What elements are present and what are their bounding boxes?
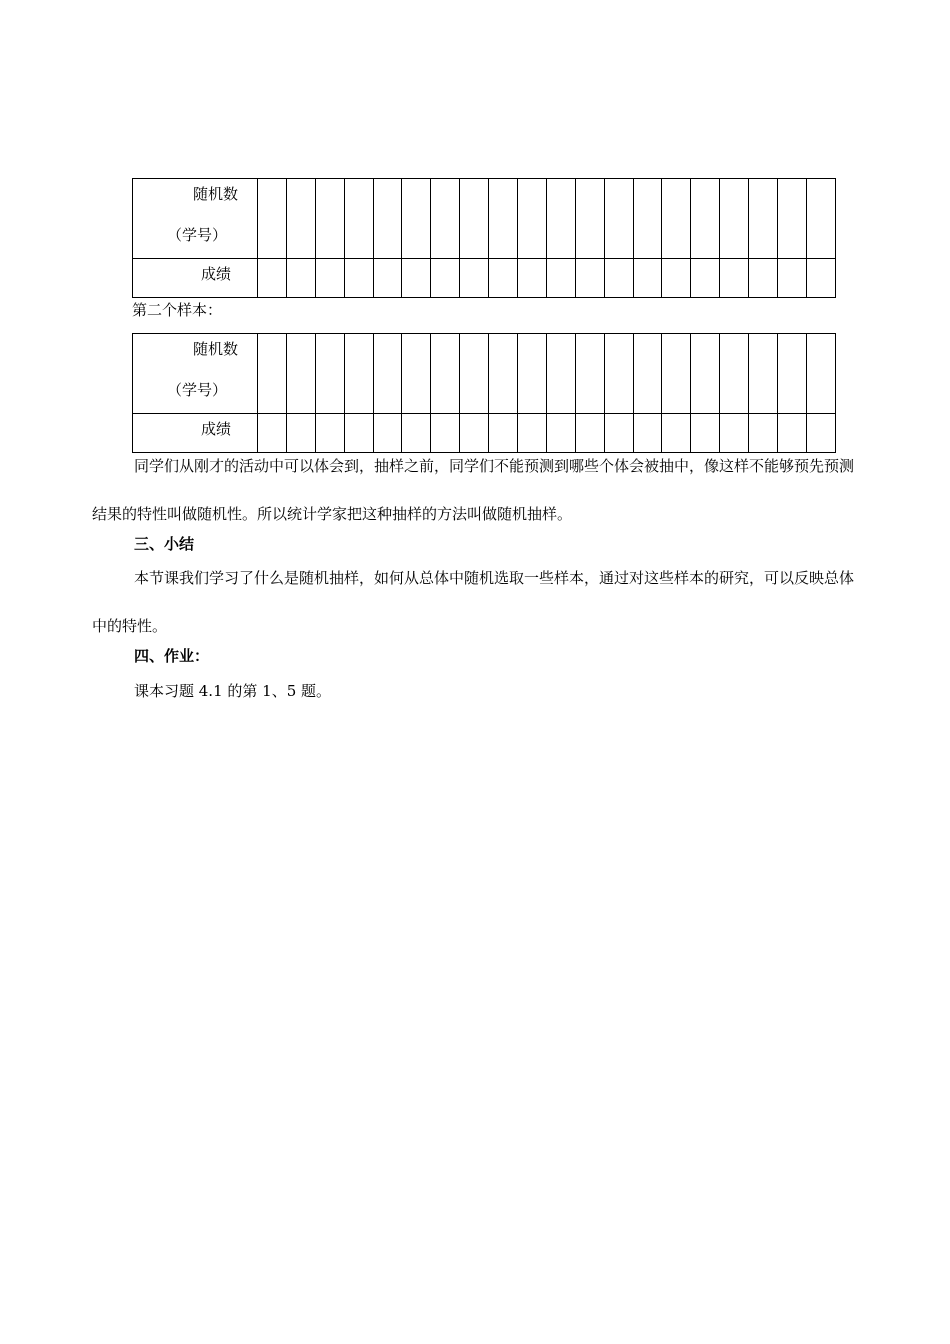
score-entry-cell bbox=[778, 259, 807, 298]
sample-table-2 bbox=[132, 333, 836, 453]
score-entry-cell bbox=[806, 259, 835, 298]
random-number-entry-cell bbox=[431, 179, 460, 259]
random-number-entry-cell bbox=[286, 179, 315, 259]
score-entry-cell bbox=[633, 259, 662, 298]
random-number-entry-cell bbox=[286, 334, 315, 414]
random-number-entry-cell bbox=[749, 179, 778, 259]
random-number-entry-cell bbox=[604, 179, 633, 259]
random-number-entry-cell bbox=[691, 334, 720, 414]
random-number-label: 随机数 bbox=[193, 340, 239, 358]
score-entry-cell bbox=[431, 259, 460, 298]
score-label: 成绩 bbox=[201, 265, 232, 283]
random-number-entry-cell bbox=[460, 179, 489, 259]
random-number-entry-cell bbox=[806, 334, 835, 414]
random-number-entry-cell bbox=[720, 179, 749, 259]
random-number-entry-cell bbox=[315, 179, 344, 259]
score-label: 成绩 bbox=[201, 420, 232, 438]
random-number-entry-cell bbox=[315, 334, 344, 414]
second-sample-label: 第二个样本： bbox=[132, 301, 223, 319]
random-number-entry-cell bbox=[749, 334, 778, 414]
score-entry-cell bbox=[373, 259, 402, 298]
random-number-header-cell bbox=[133, 334, 258, 414]
random-number-entry-cell bbox=[373, 334, 402, 414]
random-number-entry-cell bbox=[662, 334, 691, 414]
score-header-cell bbox=[133, 259, 258, 298]
student-id-label: （学号） bbox=[167, 381, 228, 399]
random-number-entry-cell bbox=[460, 334, 489, 414]
random-number-entry-cell bbox=[778, 334, 807, 414]
random-number-entry-cell bbox=[806, 179, 835, 259]
random-number-entry-cell bbox=[546, 334, 575, 414]
random-number-entry-cell bbox=[662, 179, 691, 259]
random-number-entry-cell bbox=[604, 334, 633, 414]
score-entry-cell bbox=[720, 259, 749, 298]
score-row bbox=[133, 259, 836, 298]
score-entry-cell bbox=[662, 259, 691, 298]
score-entry-cell bbox=[604, 259, 633, 298]
random-number-entry-cell bbox=[258, 179, 287, 259]
sample-table-1 bbox=[132, 178, 836, 298]
student-id-label: （学号） bbox=[167, 226, 228, 244]
score-entry-cell bbox=[402, 259, 431, 298]
random-number-entry-cell bbox=[489, 334, 518, 414]
random-number-entry-cell bbox=[373, 179, 402, 259]
random-number-label: 随机数 bbox=[193, 185, 239, 203]
random-number-entry-cell bbox=[633, 179, 662, 259]
score-entry-cell bbox=[315, 259, 344, 298]
random-number-entry-cell bbox=[575, 334, 604, 414]
score-entry-cell bbox=[575, 259, 604, 298]
score-entry-cell bbox=[344, 259, 373, 298]
homework-text: 课本习题 4.1 的第 1、5 题。 bbox=[134, 682, 332, 700]
random-number-entry-cell bbox=[778, 179, 807, 259]
random-number-entry-cell bbox=[489, 179, 518, 259]
random-number-entry-cell bbox=[344, 179, 373, 259]
section-homework-heading: 四、作业： bbox=[134, 647, 210, 665]
score-entry-cell bbox=[691, 259, 720, 298]
random-number-entry-cell bbox=[518, 179, 547, 259]
section-summary-heading: 三、小结 bbox=[134, 535, 195, 553]
random-number-entry-cell bbox=[691, 179, 720, 259]
random-number-entry-cell bbox=[402, 334, 431, 414]
random-number-entry-cell bbox=[258, 334, 287, 414]
score-entry-cell bbox=[460, 259, 489, 298]
score-entry-cell bbox=[749, 259, 778, 298]
random-number-entry-cell bbox=[518, 334, 547, 414]
random-number-row bbox=[133, 334, 836, 414]
random-number-row bbox=[133, 179, 836, 259]
paragraph-summary: 本节课我们学习了什么是随机抽样，如何从总体中随机选取一些样本，通过对这些样本的研究，可以反映总体中的特性。 bbox=[92, 569, 855, 635]
paragraph-randomness: 同学们从刚才的活动中可以体会到，抽样之前，同学们不能预测到哪些个体会被抽中，像这样不能够预先预测结果的特性叫做随机性。所以统计学家把这种抽样的方法叫做随机抽样。 bbox=[92, 457, 855, 523]
score-entry-cell bbox=[489, 259, 518, 298]
random-number-entry-cell bbox=[344, 334, 373, 414]
score-entry-cell bbox=[258, 259, 287, 298]
random-number-entry-cell bbox=[546, 179, 575, 259]
random-number-entry-cell bbox=[575, 179, 604, 259]
random-number-entry-cell bbox=[720, 334, 749, 414]
score-entry-cell bbox=[286, 259, 315, 298]
random-number-header-cell bbox=[133, 179, 258, 259]
score-entry-cell bbox=[518, 259, 547, 298]
random-number-entry-cell bbox=[633, 334, 662, 414]
random-number-entry-cell bbox=[402, 179, 431, 259]
random-number-entry-cell bbox=[431, 334, 460, 414]
score-entry-cell bbox=[546, 259, 575, 298]
